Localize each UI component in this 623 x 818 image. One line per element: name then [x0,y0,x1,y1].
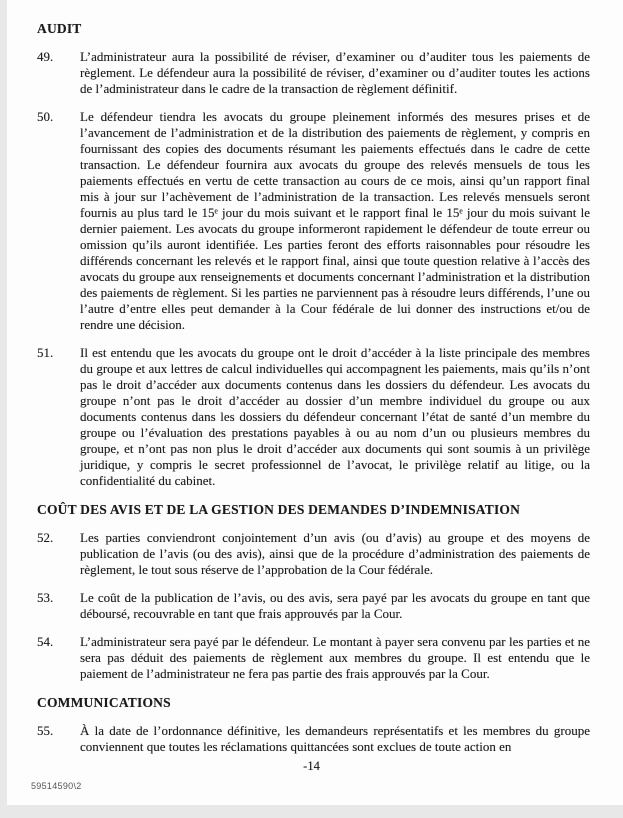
paragraph-number: 51. [37,345,54,360]
paragraph-number: 52. [37,530,54,545]
paragraph-49 [37,49,590,97]
paragraph-number: 54. [37,634,54,649]
page-number: -14 [303,759,320,773]
paragraph-52 [37,530,590,578]
paragraph-55 [37,723,590,755]
paragraph-text: À la date de l’ordonnance définitive, les demandeurs représentatifs et les membres du groupe conviennent que toutes les réclamations quittancées sont exclues de toute action en [80,723,590,754]
section-heading-audit: AUDIT [37,21,82,36]
paragraph-number: 50. [37,109,54,124]
document-id-footer: 59514590\2 [31,781,82,791]
paragraph-text: Les parties conviendront conjointement d’un avis (ou d’avis) au groupe et des moyens de publication de l’avis (ou des avis), ainsi que de la procédure d’administration des paiements de règlement, le tout sous réserve de l’approbation de la Cour fédérale. [80,530,590,577]
paragraph-text: Il est entendu que les avocats du groupe ont le droit d’accéder à la liste principale des membres du groupe et aux lettres de calcul individuelles qui accompagnent les paiements, mais qu’ils n’ont pas le droit d’accéder aux documents contenus dans les dossiers du défendeur. Les avocats du groupe n’ont pas le droit d’accéder au dossier d’un membre individuel du groupe ou aux documents contenus dans les dossiers du défendeur concernant l’état de santé d’un membre du groupe ou l’évaluation des prestations payables à ou au nom d’un ou plusieurs membres du groupe, et n’ont pas non plus le droit d’accéder aux documents qui sont soumis à un privilège juridique, y compris le secret professionnel de l’avocat, le privilège relatif au litige, ou la confidentialité du cabinet. [80,345,590,488]
scan-edge-bottom [0,805,623,818]
section-heading-communications: COMMUNICATIONS [37,695,171,710]
paragraph-number: 49. [37,49,54,64]
paragraph-53 [37,590,590,622]
paragraph-text: L’administrateur sera payé par le défendeur. Le montant à payer sera convenu par les parties et ne sera pas déduit des paiements de règlement aux membres du groupe. Il est entendu que le paiement de l’administrateur ne fera pas partie des frais approuvés par la Cour. [80,634,590,681]
document-body [37,20,590,767]
paragraph-text: L’administrateur aura la possibilité de réviser, d’examiner ou d’auditer tous les paiements de règlement. Le défendeur aura la possibilité de réviser, d’examiner ou d’auditer toutes les actions de l’administrateur dans le cadre de la transaction de règlement définitif. [80,49,590,96]
paragraph-text: Le coût de la publication de l’avis, ou des avis, sera payé par les avocats du groupe en tant que déboursé, recouvrable en tant que frais approuvés par la Cour. [80,590,590,621]
paragraph-text: Le défendeur tiendra les avocats du groupe pleinement informés des mesures prises et de l’avancement de l’administration et de la distribution des paiements de règlement, y compris en fournissant des copies des documents résumant les paiements effectués dans le cadre de cette transaction. Le défendeur fournira aux avocats du groupe des relevés mensuels de tous les paiements effectués en vertu de cette transaction au cours de ce mois, ainsi qu’un rapport final mis à jour sur l’achèvement de l’administration de la transaction. Les relevés mensuels seront fournis au plus tard le 15ᵉ jour du mois suivant et le rapport final le 15ᵉ jour du mois suivant le dernier paiement. Les avocats du groupe informeront rapidement le défendeur de toute erreur ou omission qu’ils auront identifiée. Les parties feront des efforts raisonnables pour résoudre les différends concernant les relevés et le rapport final, ainsi que toute question relative à l’accès des avocats du groupe aux renseignements et documents concernant l’administration et la distribution des paiements de règlement. Si les parties ne parviennent pas à résoudre leurs différends, l’une ou l’autre d’entre elles peut demander à la Cour fédérale de lui donner des instructions et/ou de rendre une décision. [80,109,590,332]
paragraph-51 [37,345,590,489]
section-heading-cout-des-avis: COÛT DES AVIS ET DE LA GESTION DES DEMANDES D’INDEMNISATION [37,502,521,517]
paragraph-54 [37,634,590,682]
paragraph-50 [37,109,590,333]
paragraph-number: 53. [37,590,54,605]
scan-edge-left [0,0,7,818]
paragraph-number: 55. [37,723,54,738]
